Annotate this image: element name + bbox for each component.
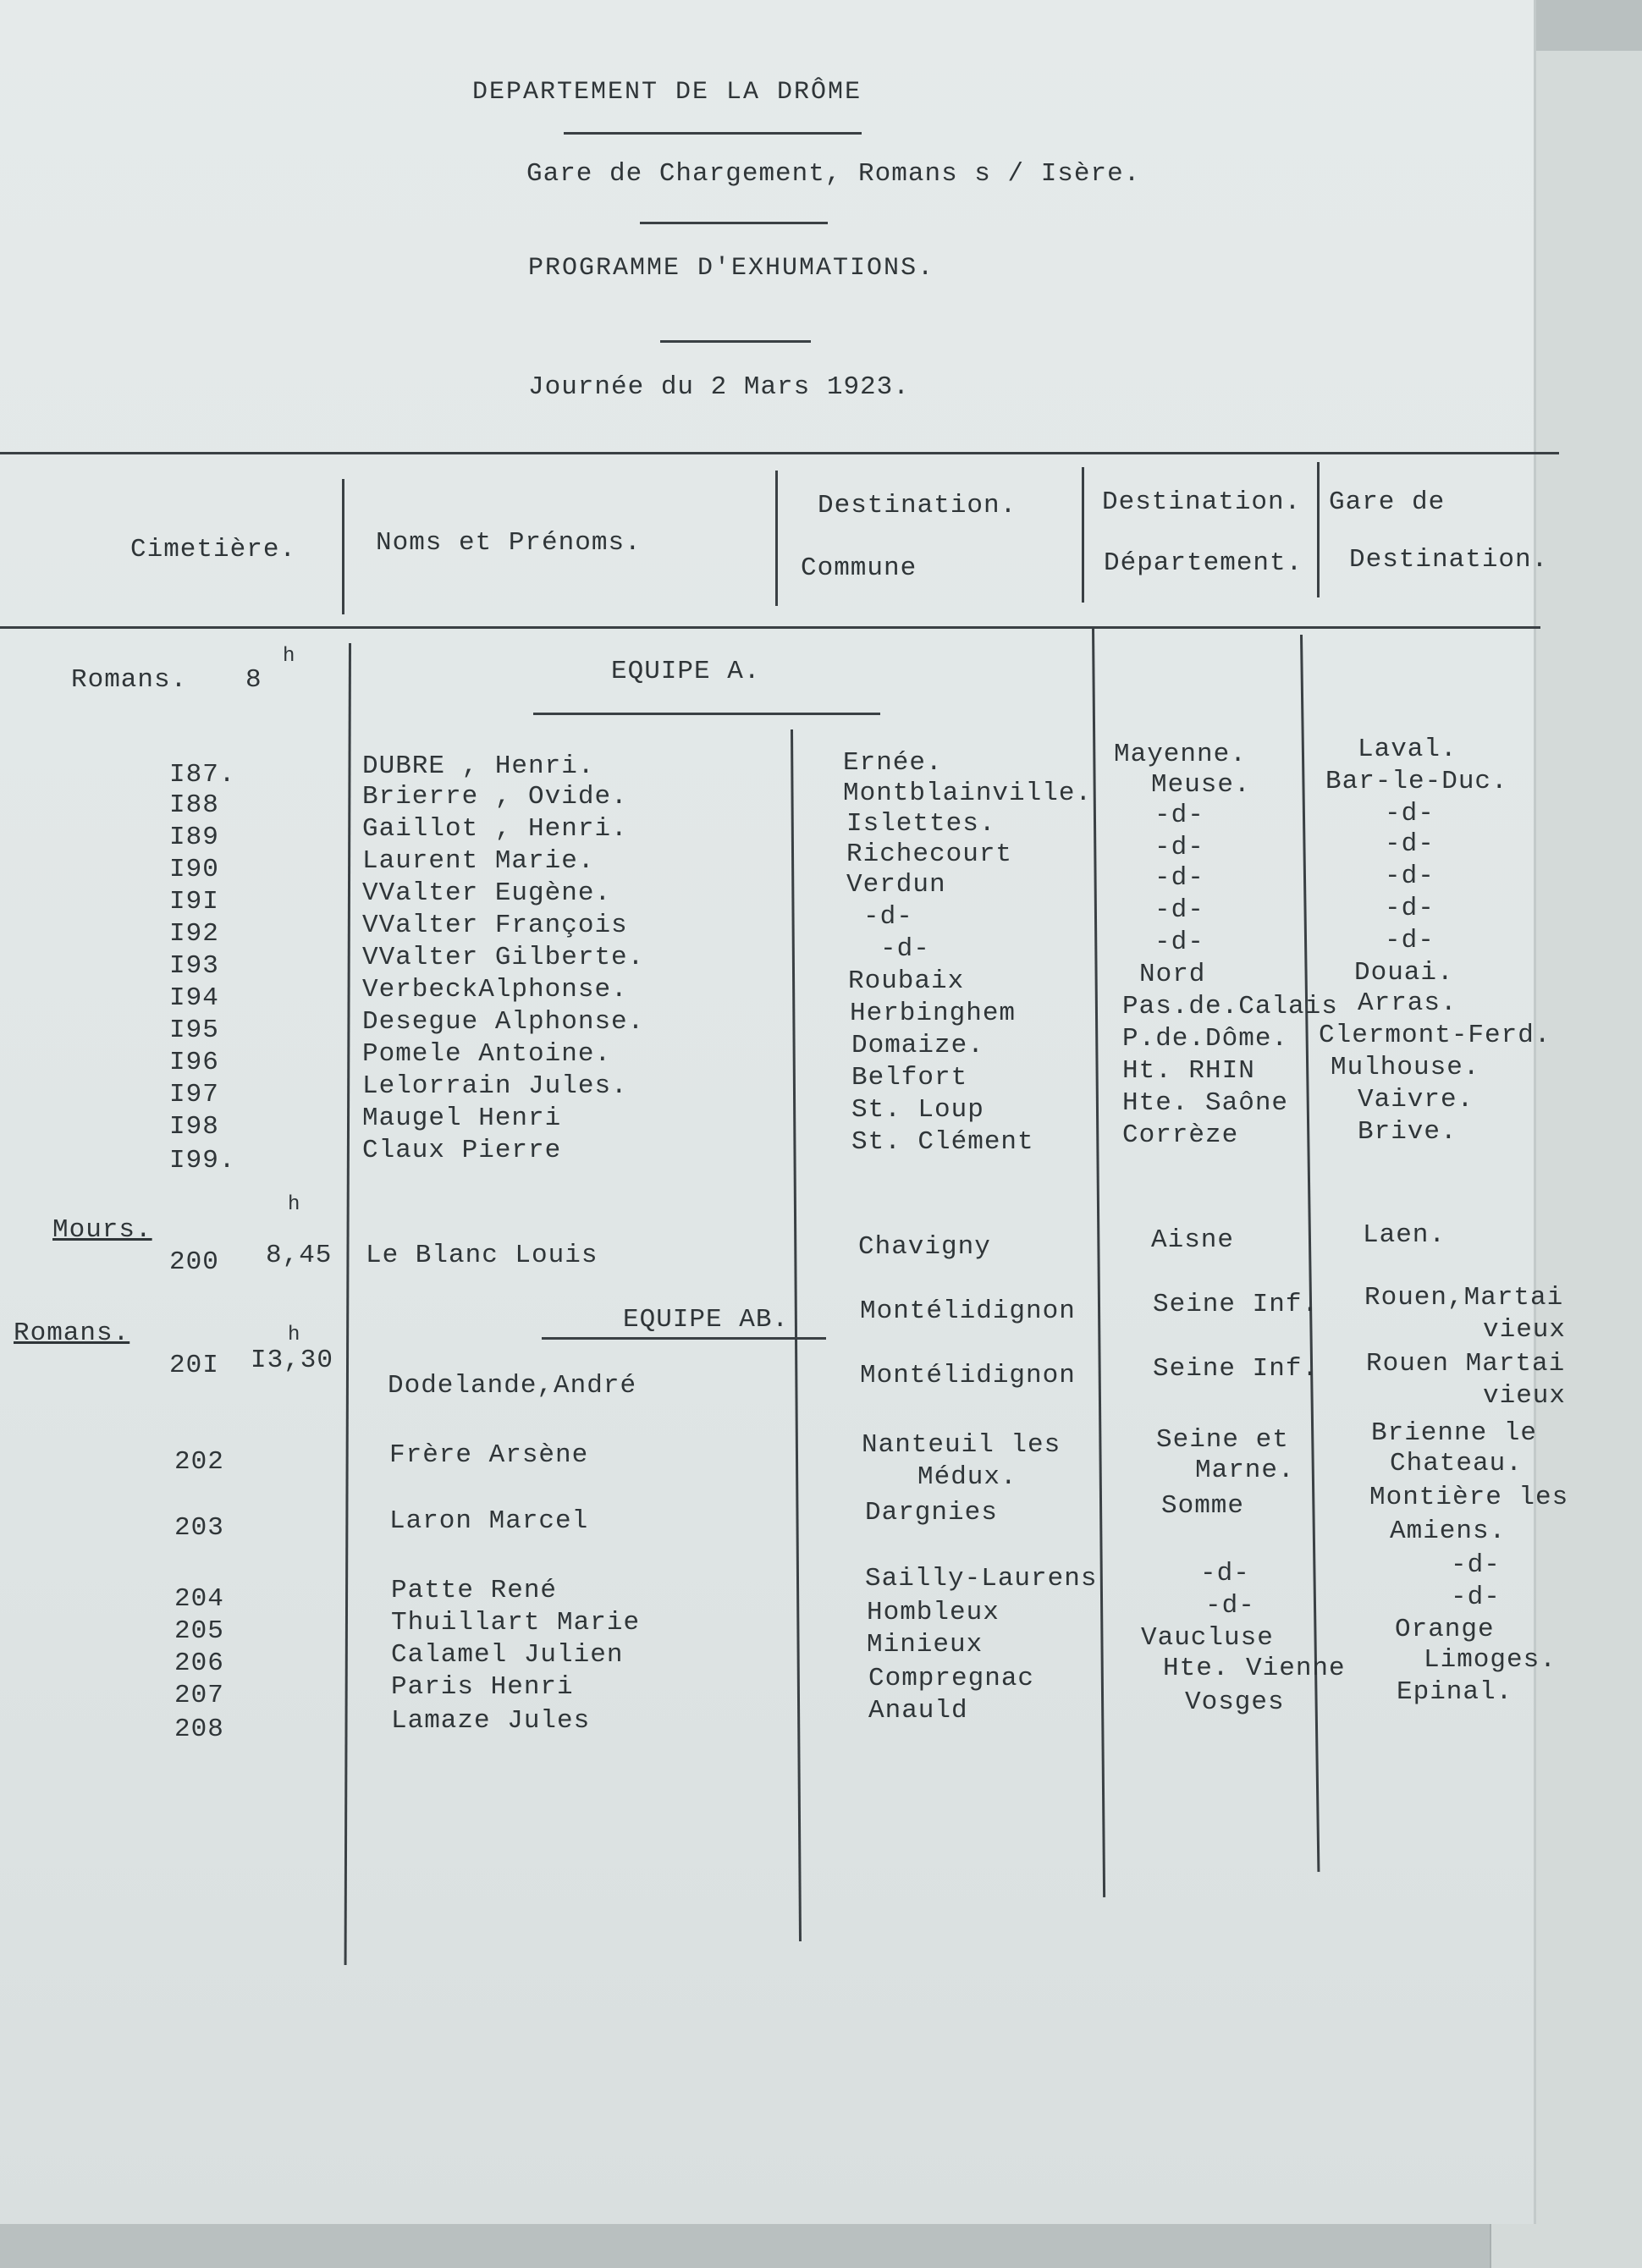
row-name: Patte René [391, 1576, 558, 1605]
row-number: 205 [174, 1616, 224, 1646]
row-station: Rouen,Martai [1364, 1283, 1564, 1313]
team-a-rule [533, 713, 880, 715]
row-station-line-2: vieux [1483, 1381, 1567, 1411]
row-name: Claux Pierre [362, 1136, 562, 1165]
row-number: 207 [174, 1681, 224, 1710]
row-commune: Montblainville. [843, 779, 1093, 808]
row-number: I95 [169, 1016, 219, 1045]
row-department: -d- [1205, 1591, 1255, 1621]
col-header-gare-2: Destination. [1349, 545, 1549, 575]
table-top-rule [0, 452, 1559, 454]
row-number: 203 [174, 1513, 224, 1543]
row-number: I9I [169, 887, 219, 917]
row-name: VerbeckAlphonse. [362, 975, 628, 1005]
row-commune: Herbinghem [850, 999, 1017, 1028]
header-rule-1 [564, 132, 862, 135]
time-hour-mark: h [288, 1193, 301, 1216]
row-name: Dodelande,André [388, 1371, 637, 1401]
row-department: Mayenne. [1114, 740, 1247, 769]
row-department: Ht. RHIN [1122, 1056, 1255, 1086]
header-rule-3 [660, 340, 811, 343]
body-column-line [344, 643, 351, 1965]
row-department: -d- [1200, 1559, 1250, 1588]
row-station-line-2: Amiens. [1390, 1517, 1507, 1546]
row-number: I92 [169, 919, 219, 949]
body-column-line [791, 729, 802, 1941]
row-commune: Richecourt [846, 839, 1013, 869]
row-station: Brive. [1358, 1117, 1457, 1147]
header-separator [342, 479, 344, 614]
row-station: Bar-le-Duc. [1325, 767, 1508, 796]
row-name: Thuillart Marie [391, 1608, 641, 1638]
row-department: Seine Inf. [1153, 1354, 1320, 1384]
row-department: Corrèze [1122, 1120, 1239, 1150]
team-ab-rule [542, 1337, 826, 1340]
header-separator [1317, 462, 1320, 597]
row-name: DUBRE , Henri. [362, 751, 595, 781]
row-name: Maugel Henri [362, 1104, 562, 1133]
team-a-label: EQUIPE A. [611, 657, 761, 686]
row-department: -d- [1154, 863, 1204, 893]
row-station: -d- [1385, 894, 1435, 923]
row-commune: -d- [880, 934, 930, 964]
body-column-line [1092, 626, 1105, 1897]
row-station: Douai. [1354, 958, 1454, 988]
body-column-line [1300, 635, 1320, 1872]
row-number: 204 [174, 1584, 224, 1614]
cemetery-romans: Romans. [71, 665, 188, 695]
row-number: I99. [169, 1146, 236, 1175]
row-department: -d- [1154, 833, 1204, 862]
row-number: I93 [169, 951, 219, 981]
row-name: VValter François [362, 911, 628, 940]
row-number: 206 [174, 1649, 224, 1678]
row-station: -d- [1385, 799, 1435, 828]
row-name: VValter Eugène. [362, 878, 612, 908]
program-title: PROGRAMME D'EXHUMATIONS. [528, 254, 935, 283]
row-department: -d- [1154, 895, 1204, 925]
row-commune: Verdun [846, 870, 946, 900]
day-date: Journée du 2 Mars 1923. [528, 372, 910, 402]
row-number: I87. [169, 760, 236, 790]
row-department: Seine Inf. [1153, 1290, 1320, 1319]
row-commune-line-2: Médux. [917, 1462, 1017, 1492]
row-number: I94 [169, 983, 219, 1013]
row-commune: Islettes. [846, 809, 996, 839]
row-department: Meuse. [1151, 770, 1251, 800]
row-name: VValter Gilberte. [362, 943, 645, 972]
row-department: Hte. Vienne [1163, 1654, 1346, 1683]
row-station: -d- [1385, 829, 1435, 859]
col-header-cimetiere: Cimetière. [130, 535, 297, 564]
row-commune: St. Clément [851, 1127, 1034, 1157]
row-department: Hte. Saône [1122, 1088, 1289, 1118]
row-name: Lelorrain Jules. [362, 1071, 628, 1101]
row-station: Orange [1395, 1615, 1495, 1644]
row-name: Calamel Julien [391, 1640, 624, 1670]
row-station: Arras. [1358, 988, 1457, 1018]
row-station: Mulhouse. [1331, 1053, 1480, 1082]
row-number: 20I [169, 1351, 219, 1380]
row-commune: Sailly-Laurens [865, 1564, 1098, 1594]
row-name: Gaillot , Henri. [362, 814, 628, 844]
time-romans-afternoon: I3,30 [251, 1346, 334, 1375]
row-department: Pas.de.Calais [1122, 992, 1338, 1021]
row-name: Laurent Marie. [362, 846, 595, 876]
row-station-line-2: Chateau. [1390, 1449, 1523, 1478]
col-header-dept-2: Département. [1104, 548, 1303, 578]
row-commune: Nanteuil les [862, 1430, 1061, 1460]
row-commune: Chavigny [858, 1232, 991, 1262]
row-number: 200 [169, 1247, 219, 1277]
row-commune: Montélidignon [860, 1296, 1076, 1326]
row-number: I97 [169, 1080, 219, 1109]
row-name: Desegue Alphonse. [362, 1007, 645, 1037]
row-station: Clermont-Ferd. [1319, 1021, 1551, 1050]
col-header-gare-1: Gare de [1329, 487, 1446, 517]
row-station-line-2: vieux [1483, 1315, 1567, 1345]
row-commune: Belfort [851, 1063, 968, 1093]
row-station: -d- [1451, 1583, 1501, 1612]
team-ab-label: EQUIPE AB. [623, 1305, 790, 1335]
row-number: I90 [169, 855, 219, 884]
row-station: Brienne le [1371, 1418, 1538, 1448]
row-name: Laron Marcel [389, 1506, 589, 1536]
col-header-dept-1: Destination. [1102, 487, 1302, 517]
row-station: Laval. [1358, 735, 1457, 764]
row-name: Brierre , Ovide. [362, 782, 628, 812]
row-station: Limoges. [1424, 1645, 1557, 1675]
header-separator [1082, 467, 1084, 603]
row-name: Paris Henri [391, 1672, 574, 1702]
row-department: Somme [1161, 1491, 1245, 1521]
row-department: -d- [1154, 801, 1204, 830]
col-header-commune-1: Destination. [818, 491, 1017, 520]
row-station: Epinal. [1397, 1677, 1513, 1707]
cemetery-mours: Mours. [52, 1215, 152, 1245]
header-rule-2 [640, 222, 828, 224]
time-hour-mark: h [288, 1324, 301, 1346]
row-station: -d- [1385, 862, 1435, 891]
row-station: Laen. [1363, 1220, 1446, 1250]
row-department: P.de.Dôme. [1122, 1024, 1289, 1054]
row-station: -d- [1385, 926, 1435, 955]
row-department: Vosges [1185, 1687, 1285, 1717]
row-name: Pomele Antoine. [362, 1039, 612, 1069]
row-commune: Anauld [868, 1696, 968, 1726]
row-number: I96 [169, 1048, 219, 1077]
row-name: Frère Arsène [389, 1440, 589, 1470]
row-department: -d- [1154, 928, 1204, 957]
row-number: 208 [174, 1715, 224, 1744]
row-station: Rouen Martai [1366, 1349, 1566, 1379]
department-heading: DEPARTEMENT DE LA DRÔME [472, 78, 862, 107]
row-station: Vaivre. [1358, 1085, 1474, 1115]
time-mours: 8,45 [266, 1241, 333, 1270]
table-header-bottom-rule [0, 626, 1540, 629]
cemetery-romans-afternoon: Romans. [14, 1318, 130, 1348]
row-commune: Ernée. [843, 748, 943, 778]
row-commune: Dargnies [865, 1498, 998, 1528]
time-hour-mark: h [283, 645, 296, 668]
row-station: -d- [1451, 1550, 1501, 1580]
time-romans: 8 [245, 665, 262, 695]
row-commune: St. Loup [851, 1095, 984, 1125]
row-commune: Hombleux [867, 1598, 1000, 1627]
row-name: Lamaze Jules [391, 1706, 591, 1736]
loading-station: Gare de Chargement, Romans s / Isère. [526, 159, 1141, 189]
row-commune: Compregnac [868, 1664, 1035, 1693]
col-header-noms: Noms et Prénoms. [376, 528, 642, 558]
row-department: Nord [1139, 960, 1206, 989]
row-department: Vaucluse [1141, 1623, 1274, 1653]
row-number: I88 [169, 790, 219, 820]
row-name: Le Blanc Louis [366, 1241, 598, 1270]
row-commune: Roubaix [848, 966, 965, 996]
row-department: Aisne [1151, 1225, 1235, 1255]
row-commune: Montélidignon [860, 1361, 1076, 1390]
row-number: 202 [174, 1447, 224, 1477]
header-separator [775, 471, 778, 606]
row-station: Montière les [1369, 1483, 1569, 1512]
row-commune: Minieux [867, 1630, 984, 1660]
row-commune: -d- [863, 902, 913, 932]
row-commune: Domaize. [851, 1031, 984, 1060]
row-department-line-2: Marne. [1195, 1456, 1295, 1485]
row-number: I98 [169, 1112, 219, 1142]
row-department: Seine et [1156, 1425, 1289, 1455]
col-header-commune-2: Commune [801, 553, 917, 583]
row-number: I89 [169, 823, 219, 852]
